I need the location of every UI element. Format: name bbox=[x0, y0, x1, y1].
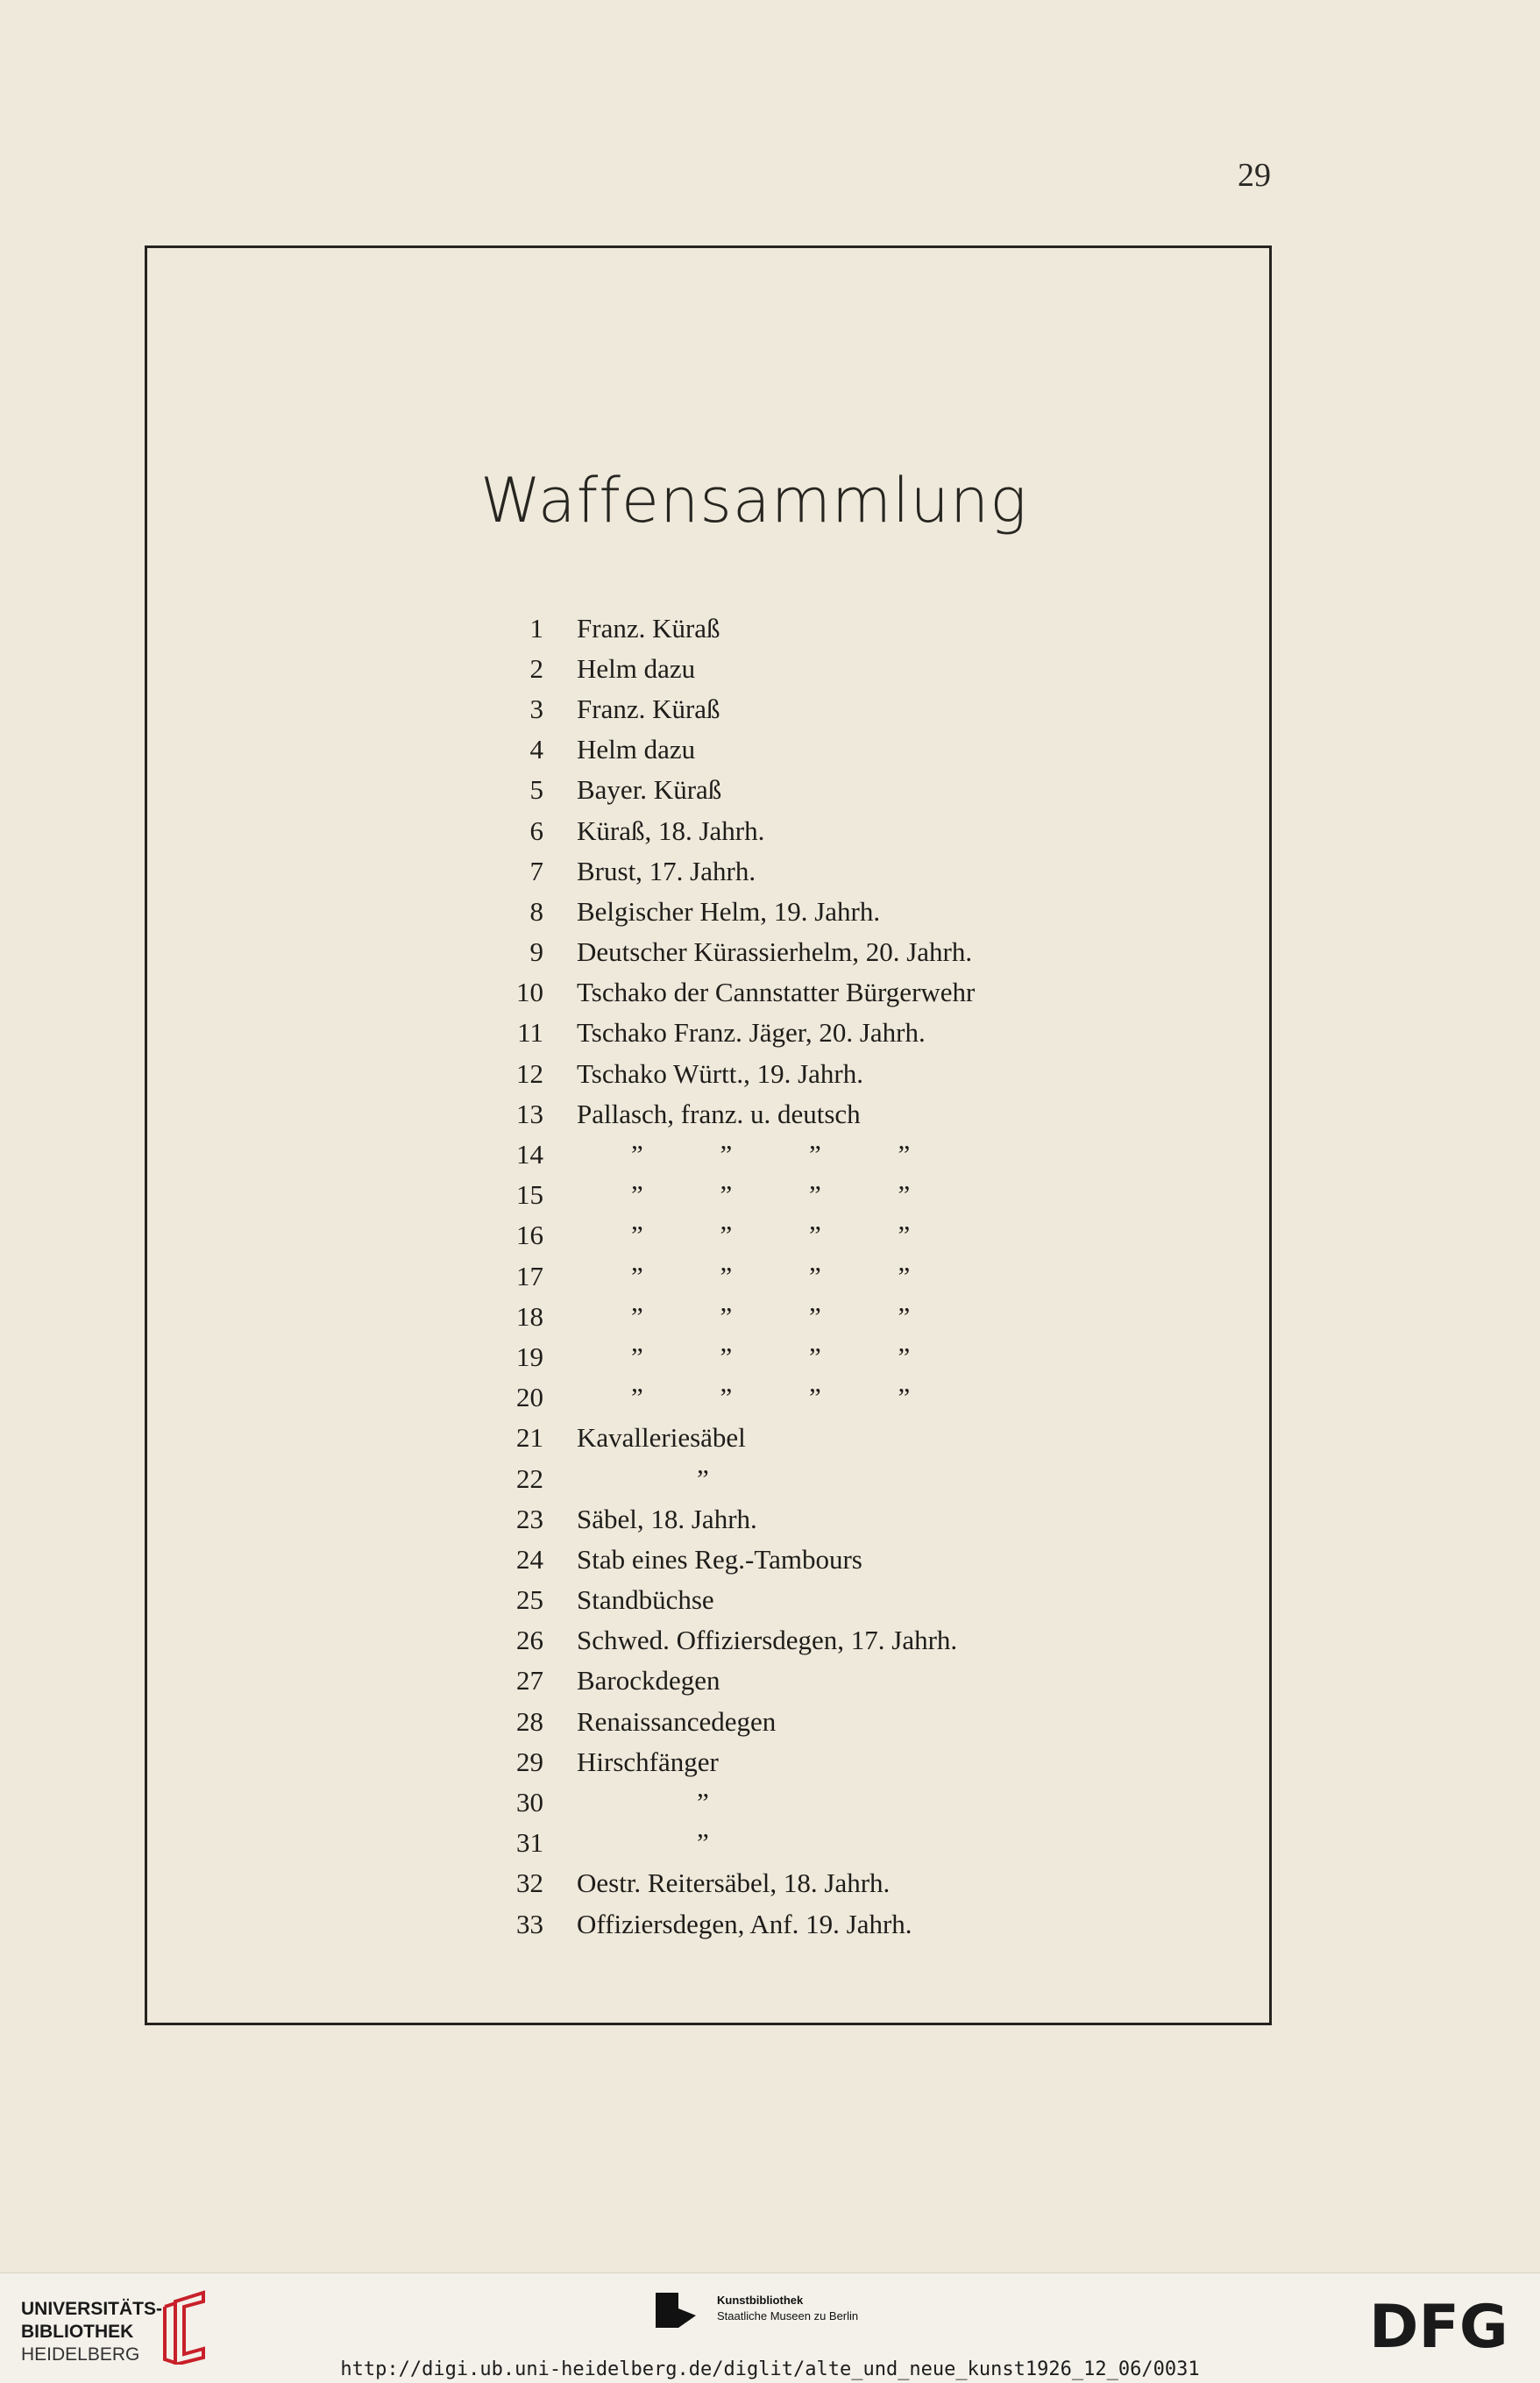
item-label: Barockdegen bbox=[577, 1665, 720, 1697]
item-number: 25 bbox=[516, 1584, 543, 1616]
item-number: 6 bbox=[529, 814, 543, 846]
list-item bbox=[456, 1053, 1157, 1093]
item-label: Offiziersdegen, Anf. 19. Jahrh. bbox=[577, 1908, 912, 1939]
item-label: Kavalleriesäbel bbox=[577, 1422, 746, 1454]
item-label: ” bbox=[697, 1462, 709, 1494]
item-label: ” bbox=[697, 1827, 709, 1859]
list-item bbox=[456, 688, 1157, 729]
library-logo-icon bbox=[158, 2289, 212, 2365]
item-label: ” ” ” ” bbox=[631, 1220, 911, 1251]
item-number: 27 bbox=[516, 1665, 543, 1697]
item-label: Tschako Württ., 19. Jahrh. bbox=[577, 1057, 863, 1089]
item-number: 11 bbox=[517, 1017, 543, 1049]
kunstbibliothek-name bbox=[717, 2293, 858, 2324]
item-number: 28 bbox=[516, 1705, 543, 1737]
item-number: 8 bbox=[529, 895, 543, 927]
list-item bbox=[456, 1498, 1157, 1539]
item-number: 20 bbox=[516, 1382, 543, 1413]
item-label: ” ” ” ” bbox=[631, 1139, 911, 1170]
item-label: Bayer. Küraß bbox=[577, 774, 722, 806]
page-number: 29 bbox=[1238, 157, 1271, 194]
item-number: 21 bbox=[516, 1422, 543, 1454]
list-item bbox=[456, 770, 1157, 810]
item-number: 30 bbox=[516, 1787, 543, 1818]
list-item bbox=[456, 1377, 1157, 1418]
item-label: ” ” ” ” bbox=[631, 1300, 911, 1332]
library-name-line3: HEIDELBERG bbox=[21, 2344, 140, 2365]
item-label: Säbel, 18. Jahrh. bbox=[577, 1503, 757, 1534]
item-number: 31 bbox=[516, 1827, 543, 1859]
item-number: 14 bbox=[516, 1139, 543, 1170]
list-item bbox=[456, 1741, 1157, 1782]
list-item bbox=[456, 1336, 1157, 1376]
list-item bbox=[456, 1296, 1157, 1336]
list-item bbox=[456, 972, 1157, 1013]
item-label: Belgischer Helm, 19. Jahrh. bbox=[577, 895, 881, 927]
item-number: 5 bbox=[529, 774, 543, 806]
list-item bbox=[456, 1701, 1157, 1741]
list-item bbox=[456, 932, 1157, 972]
list-item bbox=[456, 1903, 1157, 1944]
item-label: Stab eines Reg.-Tambours bbox=[577, 1543, 862, 1575]
item-number: 13 bbox=[516, 1098, 543, 1129]
item-number: 12 bbox=[516, 1057, 543, 1089]
item-number: 4 bbox=[529, 734, 543, 765]
kb-line2: Staatliche Museen zu Berlin bbox=[717, 2309, 859, 2323]
library-name bbox=[21, 2298, 162, 2366]
kb-line1: Kunstbibliothek bbox=[717, 2294, 804, 2307]
item-number: 24 bbox=[516, 1543, 543, 1575]
item-label: Renaissancedegen bbox=[577, 1705, 777, 1737]
item-number: 26 bbox=[516, 1625, 543, 1656]
item-number: 33 bbox=[516, 1908, 543, 1939]
list-item bbox=[456, 1661, 1157, 1701]
list-item bbox=[456, 1215, 1157, 1256]
item-label: ” ” ” ” bbox=[631, 1341, 911, 1372]
item-label: Oestr. Reitersäbel, 18. Jahrh. bbox=[577, 1867, 891, 1899]
weapons-list bbox=[456, 608, 1157, 1944]
item-label: Schwed. Offiziersdegen, 17. Jahrh. bbox=[577, 1625, 958, 1656]
list-item bbox=[456, 1458, 1157, 1498]
library-name-line1: UNIVERSITÄTS- bbox=[21, 2299, 163, 2319]
page-title: Waffensammlung bbox=[480, 465, 1028, 537]
item-label: ” bbox=[697, 1787, 709, 1818]
list-item bbox=[456, 608, 1157, 648]
list-item bbox=[456, 1256, 1157, 1296]
list-item bbox=[456, 1580, 1157, 1620]
item-label: Hirschfänger bbox=[577, 1746, 719, 1777]
item-label: Franz. Küraß bbox=[577, 693, 720, 724]
list-item bbox=[456, 1782, 1157, 1822]
item-label: Küraß, 18. Jahrh. bbox=[577, 814, 765, 846]
list-item bbox=[456, 891, 1157, 931]
svg-text:DFG: DFG bbox=[1369, 2298, 1508, 2352]
list-item bbox=[456, 1620, 1157, 1661]
item-label: ” ” ” ” bbox=[631, 1260, 911, 1291]
kunstbibliothek-logo-icon bbox=[656, 2293, 705, 2338]
item-label: Pallasch, franz. u. deutsch bbox=[577, 1098, 861, 1129]
list-item bbox=[456, 810, 1157, 850]
list-item bbox=[456, 648, 1157, 688]
item-number: 17 bbox=[516, 1260, 543, 1291]
item-number: 23 bbox=[516, 1503, 543, 1534]
item-number: 3 bbox=[529, 693, 543, 724]
library-name-line2: BIBLIOTHEK bbox=[21, 2322, 134, 2342]
item-label: Brust, 17. Jahrh. bbox=[577, 855, 756, 886]
item-number: 19 bbox=[516, 1341, 543, 1372]
dfg-logo-icon bbox=[1369, 2298, 1518, 2352]
list-item bbox=[456, 850, 1157, 891]
item-number: 2 bbox=[529, 652, 543, 684]
item-label: Standbüchse bbox=[577, 1584, 714, 1616]
list-item bbox=[456, 1418, 1157, 1458]
item-label: Helm dazu bbox=[577, 734, 696, 765]
item-label: Deutscher Kürassierhelm, 20. Jahrh. bbox=[577, 936, 973, 968]
item-number: 7 bbox=[529, 855, 543, 886]
list-item bbox=[456, 1013, 1157, 1053]
item-label: ” ” ” ” bbox=[631, 1382, 911, 1413]
list-item bbox=[456, 1134, 1157, 1174]
list-item bbox=[456, 1823, 1157, 1863]
item-number: 9 bbox=[529, 936, 543, 968]
item-label: Tschako der Cannstatter Bürgerwehr bbox=[577, 977, 976, 1008]
source-url[interactable]: http://digi.ub.uni-heidelberg.de/diglit/alte_und_neue_kunst1926_12_06/0031 bbox=[340, 2358, 1200, 2380]
item-number: 18 bbox=[516, 1300, 543, 1332]
list-item bbox=[456, 729, 1157, 770]
item-label: Helm dazu bbox=[577, 652, 696, 684]
list-item bbox=[456, 1539, 1157, 1579]
list-item bbox=[456, 1175, 1157, 1215]
item-label: ” ” ” ” bbox=[631, 1179, 911, 1211]
item-number: 22 bbox=[516, 1462, 543, 1494]
list-item bbox=[456, 1093, 1157, 1134]
item-number: 10 bbox=[516, 977, 543, 1008]
item-number: 32 bbox=[516, 1867, 543, 1899]
item-number: 15 bbox=[516, 1179, 543, 1211]
item-label: Franz. Küraß bbox=[577, 612, 720, 644]
item-number: 1 bbox=[529, 612, 543, 644]
item-label: Tschako Franz. Jäger, 20. Jahrh. bbox=[577, 1017, 926, 1049]
item-number: 29 bbox=[516, 1746, 543, 1777]
item-number: 16 bbox=[516, 1220, 543, 1251]
list-item bbox=[456, 1863, 1157, 1903]
